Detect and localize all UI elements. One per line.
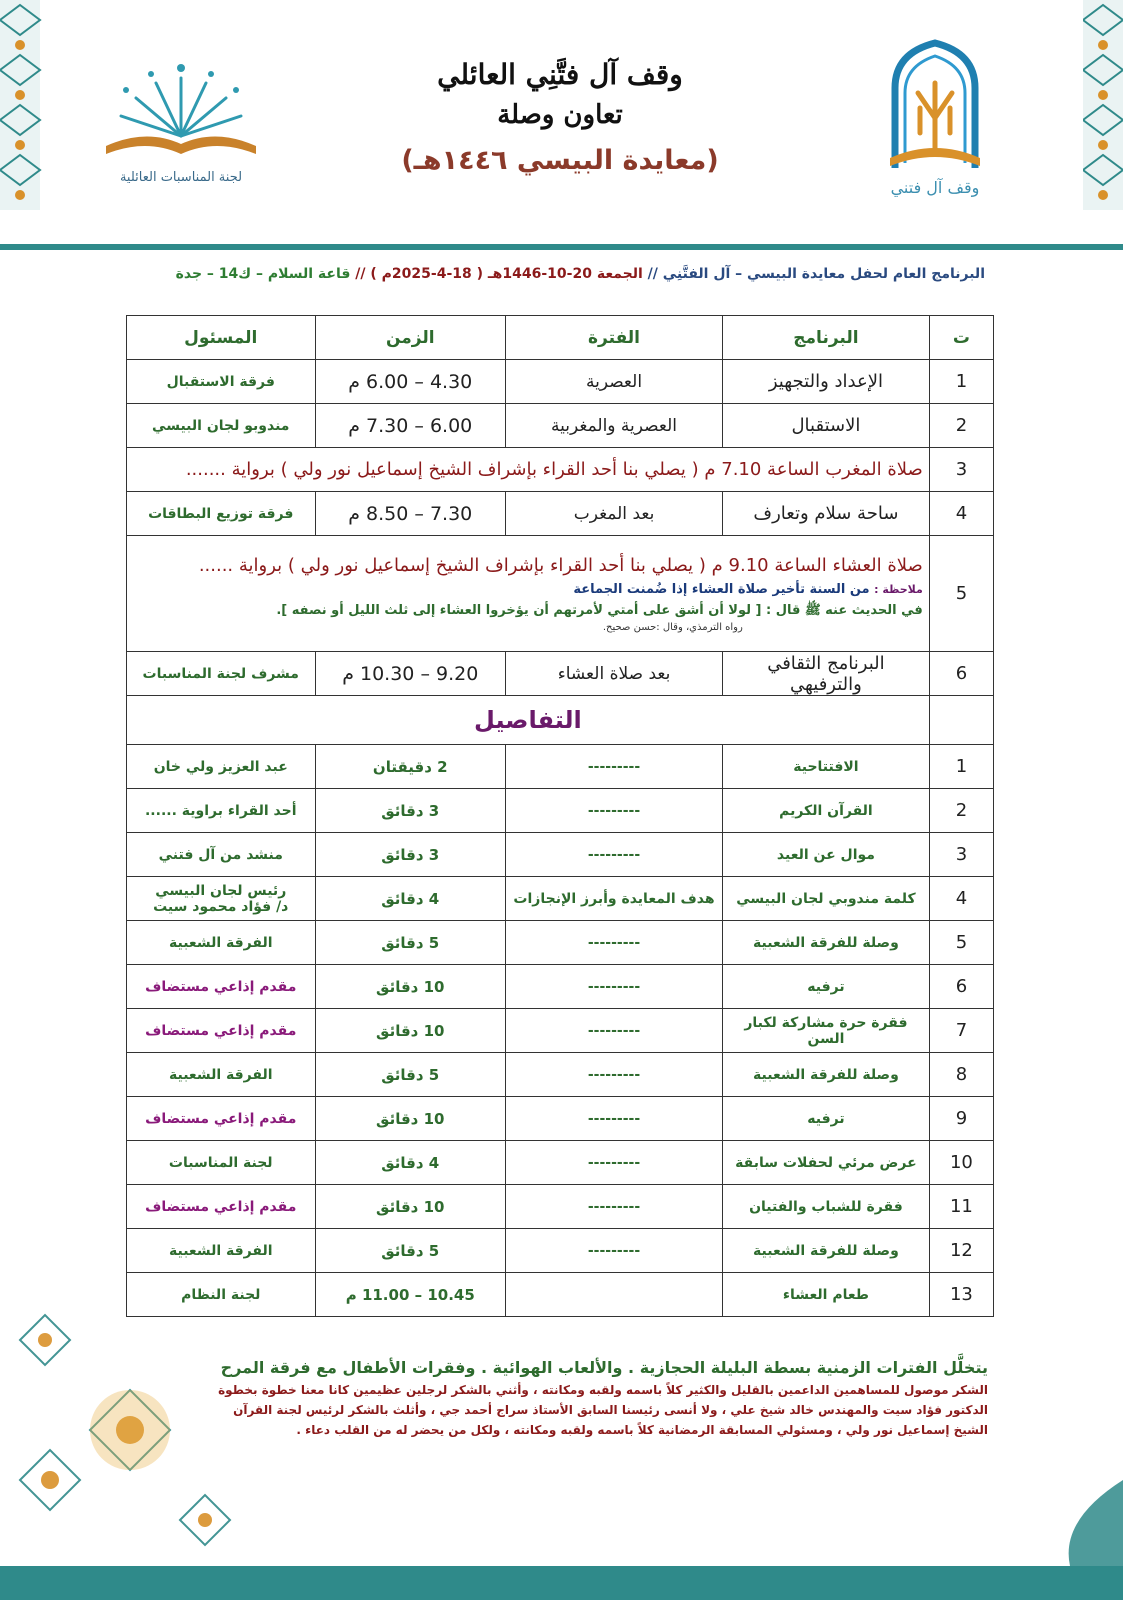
table-row xyxy=(127,448,994,492)
row-period: بعد المغرب xyxy=(506,492,723,536)
committee-logo-caption: لجنة المناسبات العائلية xyxy=(119,170,243,185)
row-time: 4.30 – 6.00 م xyxy=(315,360,506,404)
detail-program: كلمة مندوبي لجان البيسي xyxy=(723,877,930,921)
event-info-date: الجمعة 20-10-1446هـ ( 18-4-2025م ) // xyxy=(355,266,648,282)
detail-period: --------- xyxy=(506,1229,723,1273)
detail-program: الافتتاحية xyxy=(723,745,930,789)
detail-program: عرض مرئي لحفلات سابقة xyxy=(723,1141,930,1185)
detail-program: فقرة للشباب والفتيان xyxy=(723,1185,930,1229)
tree-arch-icon xyxy=(880,38,990,173)
details-title: التفاصيل xyxy=(127,696,930,745)
bottom-bar xyxy=(0,1566,1123,1600)
detail-responsible: الفرقة الشعبية xyxy=(127,921,316,965)
row-num: 3 xyxy=(929,448,993,492)
detail-row xyxy=(127,1009,994,1053)
title-block xyxy=(370,55,750,183)
detail-responsible: أحد القراء براوية ...... xyxy=(127,789,316,833)
detail-row xyxy=(127,745,994,789)
hadith-text: في الحديث عنه ﷺ قال : [ لولا أن أشق على أمتي لأمرتهم أن يؤخروا العشاء إلى ثلث الليل أو نصفه ]. xyxy=(276,602,923,618)
detail-num: 4 xyxy=(929,877,993,921)
detail-period: --------- xyxy=(506,1009,723,1053)
detail-responsible: الفرقة الشعبية xyxy=(127,1053,316,1097)
detail-period: --------- xyxy=(506,965,723,1009)
detail-responsible: مقدم إذاعي مستضاف xyxy=(127,1009,316,1053)
detail-time: 10 دقائق xyxy=(315,1009,506,1053)
event-title: (معايدة البيسي ١٤٤٦هـ) xyxy=(401,145,719,176)
detail-row xyxy=(127,1097,994,1141)
row-num: 5 xyxy=(929,536,993,652)
detail-time: 5 دقائق xyxy=(315,921,506,965)
detail-num: 9 xyxy=(929,1097,993,1141)
open-book-stars-icon xyxy=(96,58,266,168)
row-program: الإعداد والتجهيز xyxy=(723,360,930,404)
row-time: 9.20 – 10.30 م xyxy=(315,652,506,696)
table-row xyxy=(127,492,994,536)
detail-responsible: لجنة المناسبات xyxy=(127,1141,316,1185)
details-title-row xyxy=(127,696,994,745)
detail-responsible: عبد العزيز ولي خان xyxy=(127,745,316,789)
detail-num: 6 xyxy=(929,965,993,1009)
detail-time: 4 دقائق xyxy=(315,877,506,921)
detail-period: --------- xyxy=(506,833,723,877)
isha-prayer-cell xyxy=(127,536,930,652)
detail-row xyxy=(127,789,994,833)
detail-row xyxy=(127,1273,994,1317)
detail-time: 4 دقائق xyxy=(315,1141,506,1185)
detail-num: 12 xyxy=(929,1229,993,1273)
detail-time: 5 دقائق xyxy=(315,1229,506,1273)
detail-row xyxy=(127,833,994,877)
isha-remark xyxy=(133,579,923,601)
header-program: البرنامج xyxy=(723,316,930,360)
table-row xyxy=(127,404,994,448)
header-responsible: المسئول xyxy=(127,316,316,360)
row-period: بعد صلاة العشاء xyxy=(506,652,723,696)
detail-row xyxy=(127,1053,994,1097)
row-period: العصرية xyxy=(506,360,723,404)
row-program: البرنامج الثقافي والترفيهي xyxy=(723,652,930,696)
hadith-source: رواه الترمذي، وقال :حسن صحيح. xyxy=(602,621,743,633)
event-info-line xyxy=(125,266,985,282)
header-divider xyxy=(0,244,1123,250)
row-responsible: مندوبو لجان البيسي xyxy=(127,404,316,448)
table-header-row xyxy=(127,316,994,360)
detail-num: 13 xyxy=(929,1273,993,1317)
detail-num: 3 xyxy=(929,833,993,877)
header-period: الفترة xyxy=(506,316,723,360)
isha-prayer-note: صلاة العشاء الساعة 9.10 م ( يصلي بنا أحد القراء بإشراف الشيخ إسماعيل نور ولي ) برواية ...... xyxy=(198,554,923,576)
detail-row xyxy=(127,1229,994,1273)
responsible-name: د/ فؤاد محمود سيت xyxy=(153,898,289,915)
detail-num: 1 xyxy=(929,745,993,789)
footer-thanks-2: الدكتور فؤاد سيت والمهندس خالد شيخ علي ، ولا أنسى رئيسنا السابق الأستاذ سراج أحمد جي ، وأثلث بالشكر لرئيس لجنة القرآن xyxy=(233,1403,988,1417)
row-num: 4 xyxy=(929,492,993,536)
org-title: وقف آل فتَّنِي العائلي xyxy=(437,58,683,91)
detail-num: 2 xyxy=(929,789,993,833)
row-time: 6.00 – 7.30 م xyxy=(315,404,506,448)
detail-responsible: مقدم إذاعي مستضاف xyxy=(127,965,316,1009)
maghrib-prayer-note: صلاة المغرب الساعة 7.10 م ( يصلي بنا أحد القراء بإشراف الشيخ إسماعيل نور ولي ) برواية ....... xyxy=(127,448,930,492)
detail-row xyxy=(127,965,994,1009)
detail-responsible: مقدم إذاعي مستضاف xyxy=(127,1185,316,1229)
detail-period xyxy=(506,1273,723,1317)
row-num: 1 xyxy=(929,360,993,404)
detail-responsible: لجنة النظام xyxy=(127,1273,316,1317)
footer-activities: يتخلَّل الفترات الزمنية بسطة البليلة الحجازية . والألعاب الهوائية . وفقرات الأطفال مع فرقة المرح xyxy=(220,1358,988,1377)
responsible-title: رئيس لجان البيسي xyxy=(155,882,287,899)
detail-responsible xyxy=(127,877,316,921)
detail-program: وصلة للفرقة الشعبية xyxy=(723,1229,930,1273)
committee-logo xyxy=(96,58,266,198)
event-info-name: البرنامج العام لحفل معايدة البيسي – آل الفتَّنِي // xyxy=(647,266,985,282)
footer-thanks-1: الشكر موصول للمساهمين الداعمين بالقليل والكثير كلاً باسمه ولقبه ومكانته ، وأثني بالشكر لرجلين عظيمين كانا معنا خطوة بخطوة xyxy=(218,1383,988,1397)
detail-program: طعام العشاء xyxy=(723,1273,930,1317)
detail-program: القرآن الكريم xyxy=(723,789,930,833)
waqf-logo xyxy=(880,38,990,208)
schedule-table xyxy=(126,315,994,1317)
footer-thanks-3: الشيخ إسماعيل نور ولي ، ومسئولي المسابقة الرمضانية كلاً باسمه ولقبه ومكانته ، ولكل من يحضر له من القلب دعاء . xyxy=(296,1423,988,1437)
remark-label: ملاحظة : xyxy=(874,582,923,596)
detail-num: 10 xyxy=(929,1141,993,1185)
detail-time: 3 دقائق xyxy=(315,789,506,833)
detail-time: 10 دقائق xyxy=(315,1097,506,1141)
detail-time: 10.45 – 11.00 م xyxy=(315,1273,506,1317)
org-subtitle: تعاون وصلة xyxy=(497,100,623,130)
detail-time: 5 دقائق xyxy=(315,1053,506,1097)
detail-row xyxy=(127,1141,994,1185)
row-program: الاستقبال xyxy=(723,404,930,448)
table-row xyxy=(127,536,994,652)
header-time: الزمن xyxy=(315,316,506,360)
row-time: 7.30 – 8.50 م xyxy=(315,492,506,536)
detail-period: --------- xyxy=(506,789,723,833)
remark-text: من السنة تأخير صلاة العشاء إذا ضُمنت الجماعة xyxy=(573,581,875,597)
header-num: ت xyxy=(929,316,993,360)
row-num: 6 xyxy=(929,652,993,696)
row-responsible: فرقة توزيع البطاقات xyxy=(127,492,316,536)
row-num: 2 xyxy=(929,404,993,448)
detail-responsible: منشد من آل فتني xyxy=(127,833,316,877)
footer-notes xyxy=(0,1356,988,1440)
detail-time: 10 دقائق xyxy=(315,965,506,1009)
detail-time: 10 دقائق xyxy=(315,1185,506,1229)
detail-period: --------- xyxy=(506,745,723,789)
detail-period: --------- xyxy=(506,921,723,965)
detail-period: --------- xyxy=(506,1053,723,1097)
detail-num: 11 xyxy=(929,1185,993,1229)
detail-row xyxy=(127,1185,994,1229)
detail-num: 5 xyxy=(929,921,993,965)
detail-num: 7 xyxy=(929,1009,993,1053)
detail-time: 2 دقيقتان xyxy=(315,745,506,789)
corner-ornament-bottom-right xyxy=(1000,1480,1123,1566)
row-responsible: فرقة الاستقبال xyxy=(127,360,316,404)
detail-program: ترفيه xyxy=(723,1097,930,1141)
row-responsible: مشرف لجنة المناسبات xyxy=(127,652,316,696)
detail-responsible: الفرقة الشعبية xyxy=(127,1229,316,1273)
detail-period: --------- xyxy=(506,1097,723,1141)
detail-responsible: مقدم إذاعي مستضاف xyxy=(127,1097,316,1141)
detail-row xyxy=(127,921,994,965)
detail-time: 3 دقائق xyxy=(315,833,506,877)
row-period: العصرية والمغربية xyxy=(506,404,723,448)
table-row xyxy=(127,360,994,404)
detail-period: --------- xyxy=(506,1185,723,1229)
details-title-num-cell xyxy=(929,696,993,745)
detail-program: وصلة للفرقة الشعبية xyxy=(723,1053,930,1097)
detail-num: 8 xyxy=(929,1053,993,1097)
waqf-logo-caption: وقف آل فتني xyxy=(890,178,980,197)
detail-program: موال عن العيد xyxy=(723,833,930,877)
detail-program: وصلة للفرقة الشعبية xyxy=(723,921,930,965)
detail-program: ترفيه xyxy=(723,965,930,1009)
row-program: ساحة سلام وتعارف xyxy=(723,492,930,536)
detail-row xyxy=(127,877,994,921)
event-info-venue: قاعة السلام – ك14 – جدة xyxy=(175,266,356,282)
detail-period: هدف المعايدة وأبرز الإنجازات xyxy=(506,877,723,921)
detail-program: فقرة حرة مشاركة لكبار السن xyxy=(723,1009,930,1053)
table-row xyxy=(127,652,994,696)
detail-period: --------- xyxy=(506,1141,723,1185)
document-header xyxy=(0,0,1123,250)
